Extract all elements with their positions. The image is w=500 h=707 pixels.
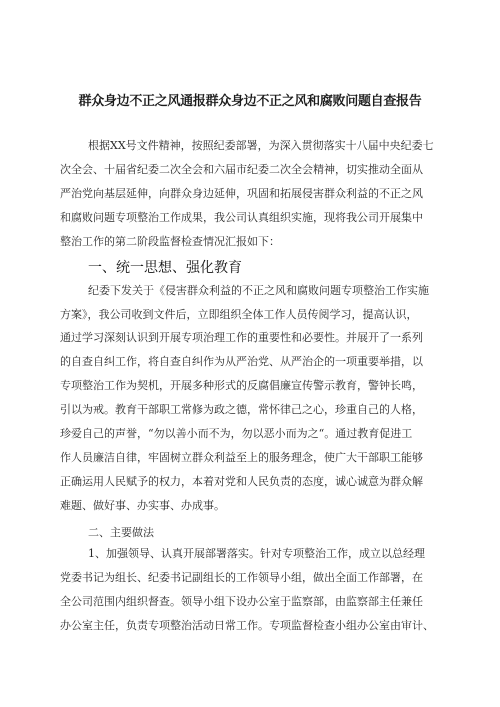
- section-line: 珍爱自己的声誉，“勿以善小而不为，勿以恶小而为之“。通过教育促进工: [60, 427, 413, 440]
- section-heading: 二、主要做法: [88, 526, 154, 539]
- intro-line: 根据XX号文件精神，按照纪委部署，为深入贯彻落实十八届中央纪委七: [88, 139, 434, 152]
- section-line: 的自查自纠工作，将自查自纠作为从严治党、从严治企的一项重要举措，以: [60, 355, 423, 368]
- section-line: 正确运用人民赋予的权力，本着对党和人民负责的态度，诚心诚意为群众解: [60, 475, 423, 488]
- section-line: 全公司范围内组织督查。领导小组下设办公室于监察部，由监察部主任兼任: [60, 595, 423, 608]
- section-line: 通过学习深刻认识到开展专项治理工作的重要性和必要性。并展开了一系列: [60, 331, 423, 344]
- section-line: 1、加强领导、认真开展部署落实。针对专项整治工作，成立以总经理: [88, 547, 425, 560]
- intro-line: 严治党向基层延伸，向群众身边延伸，巩固和拓展侵害群众利益的不正之风: [60, 187, 423, 200]
- section-line: 专项整治工作为契机，开展多种形式的反腐倡廉宣传警示教育，警钟长鸣，: [60, 379, 423, 392]
- document-title: 群众身边不正之风通报群众身边不正之风和腐败问题自查报告: [78, 94, 422, 109]
- section-line: 引以为戒。教育干部职工常修为政之德，常怀律己之心，珍重自己的人格，: [60, 403, 423, 416]
- section-line: 难题、做好事、办实事、办成事。: [60, 499, 225, 512]
- section-line: 作人员廉洁自律，牢固树立群众利益至上的服务理念，使广大干部职工能够: [60, 451, 423, 464]
- section-heading: 一、统一思想、强化教育: [88, 260, 242, 276]
- section-line: 办公室主任，负责专项整治活动日常工作。专项监督检查小组办公室由审计、: [60, 619, 434, 632]
- intro-line: 和腐败问题专项整治工作成果，我公司认真组织实施，现将我公司开展集中: [60, 211, 423, 224]
- section-line: 纪委下发关于《侵害群众利益的不正之风和腐败问题专项整治工作实施: [88, 284, 429, 297]
- section-line: 党委书记为组长、纪委书记副组长的工作领导小组，做出全面工作部署，在: [60, 571, 423, 584]
- intro-line: 次全会、十届省纪委二次全会和六届市纪委二次全会精神，切实推动全面从: [60, 163, 423, 176]
- section-line: 方案》，我公司收到文件后，立即组织全体工作人员传阅学习，提高认识，: [60, 308, 418, 321]
- intro-line: 整治工作的第二阶段监督检查情况汇报如下：: [60, 235, 280, 248]
